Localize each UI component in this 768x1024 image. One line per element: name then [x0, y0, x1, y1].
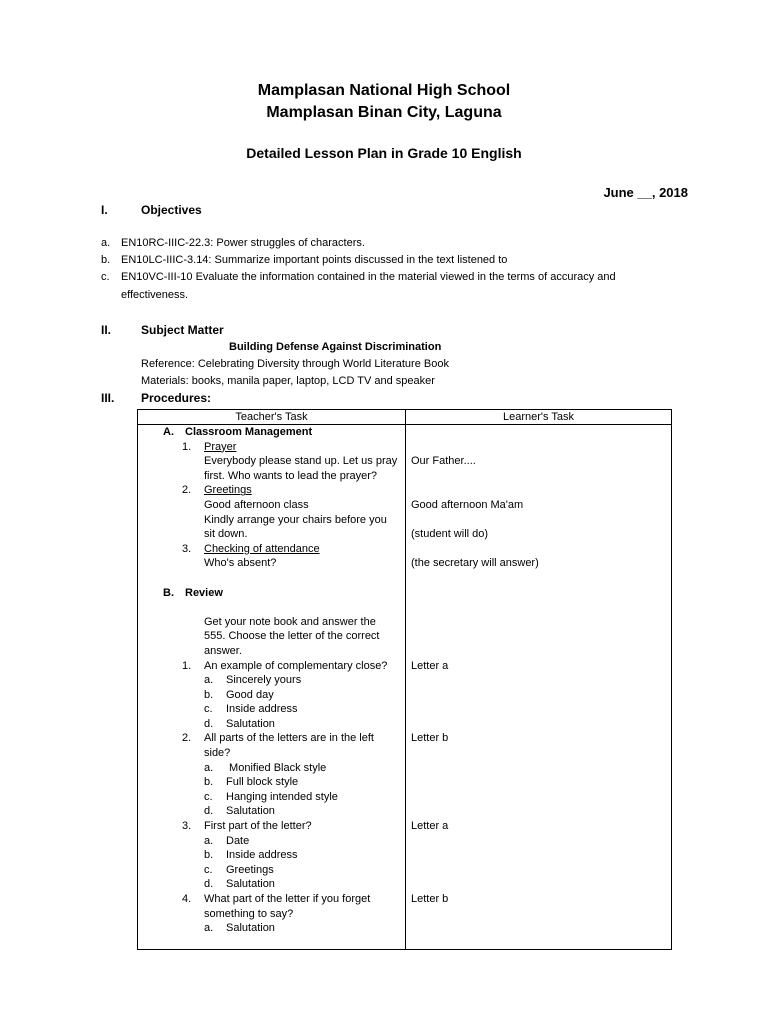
subject-matter-numeral: II. [101, 323, 112, 337]
learner-task-text [406, 907, 671, 922]
teacher-task-line [138, 498, 405, 513]
teacher-task-line [138, 717, 405, 732]
teacher-task-line [138, 644, 405, 659]
teacher-task-line [138, 834, 405, 849]
teacher-task-text: Good afternoon class [204, 498, 309, 511]
teacher-task-text: Hanging intended style [226, 790, 338, 803]
subject-materials: Materials: books, manila paper, laptop, LCD TV and speaker [141, 375, 435, 387]
teacher-task-line [138, 892, 405, 907]
learner-task-text [406, 425, 671, 440]
learner-task-text [406, 586, 671, 601]
learner-task-text: Letter a [411, 659, 449, 672]
item-marker: 4. [182, 893, 192, 905]
objective-text-continued: effectiveness. [121, 289, 189, 301]
teacher-task-line [138, 483, 405, 498]
learner-task-text [406, 761, 671, 776]
learner-task-text [406, 877, 671, 892]
teacher-task-text: Kindly arrange your chairs before you [204, 513, 387, 526]
item-marker: A. [163, 426, 174, 438]
teacher-task-text: Prayer [204, 440, 237, 453]
learner-task-text [406, 483, 671, 498]
teacher-task-line [138, 469, 405, 484]
teacher-task-line [138, 790, 405, 805]
school-address: Mamplasan Binan City, Laguna [266, 104, 502, 121]
teacher-task-line [138, 688, 405, 703]
teacher-task-line [138, 629, 405, 644]
learner-task-text: Our Father.... [411, 455, 476, 468]
teacher-task-text: Inside address [226, 703, 298, 716]
learner-task-column [406, 425, 672, 950]
teacher-task-text: Salutation [226, 717, 275, 730]
teacher-task-text: Who's absent? [204, 557, 277, 570]
item-marker: 2. [182, 732, 192, 745]
item-marker: 3. [182, 820, 192, 833]
teacher-task-line [138, 863, 405, 878]
teacher-task-text: Everybody please stand up. Let us pray [204, 455, 398, 468]
teacher-task-line [138, 746, 405, 761]
learner-task-text: Good afternoon Ma'am [411, 498, 524, 511]
item-marker: a. [204, 834, 214, 847]
objectives-heading: Objectives [141, 203, 202, 217]
objective-text: EN10RC-IIIC-22.3: Power struggles of characters. [121, 237, 365, 249]
learner-task-text [406, 469, 671, 484]
item-marker: d. [204, 717, 214, 730]
learner-task-text [406, 921, 671, 936]
teacher-task-line [138, 615, 405, 630]
learner-task-text [406, 542, 671, 557]
teacher-task-line [138, 542, 405, 557]
learner-task-text [406, 702, 671, 717]
teacher-task-line [138, 571, 405, 586]
objective-text: EN10LC-IIIC-3.14: Summarize important points discussed in the text listened to [121, 254, 508, 266]
teacher-task-line [138, 454, 405, 469]
learner-task-text [406, 440, 671, 455]
learner-task-text: Letter b [411, 732, 449, 745]
teacher-task-text: All parts of the letters are in the left [204, 732, 374, 745]
learner-task-text [406, 629, 671, 644]
item-marker: c. [204, 790, 213, 803]
learner-task-text [406, 775, 671, 790]
school-name: Mamplasan National High School [257, 82, 511, 99]
teacher-task-text: Review [185, 586, 223, 599]
teacher-task-line [138, 659, 405, 674]
procedures-table [137, 409, 672, 950]
learner-task-text [406, 571, 671, 586]
teacher-task-column [138, 425, 406, 950]
learner-task-text [406, 863, 671, 878]
teacher-task-line [138, 556, 405, 571]
item-marker: c. [204, 863, 213, 876]
teacher-task-text: An example of complementary close? [204, 659, 388, 672]
item-marker: 1. [182, 659, 192, 672]
objective-text: EN10VC-III-10 Evaluate the information contained in the material viewed in the terms of accuracy and [121, 271, 616, 283]
learner-task-text [406, 688, 671, 703]
teacher-task-text: Full block style [226, 776, 299, 789]
teacher-task-text: Salutation [226, 922, 275, 935]
teacher-task-line [138, 877, 405, 892]
teacher-task-text: side? [204, 747, 231, 760]
learner-task-header: Learner's Task [406, 410, 672, 425]
teacher-task-text: What part of the letter if you forget [204, 893, 371, 905]
teacher-task-line [138, 702, 405, 717]
item-marker: b. [204, 849, 214, 862]
item-marker: 3. [182, 542, 192, 555]
learner-task-text [406, 615, 671, 630]
learner-task-text [406, 644, 671, 659]
teacher-task-line [138, 761, 405, 776]
learner-task-text: Letter b [411, 893, 449, 905]
teacher-task-text: Greetings [226, 863, 274, 876]
item-marker: d. [204, 878, 214, 891]
plan-title: Detailed Lesson Plan in Grade 10 English [246, 145, 522, 161]
teacher-task-line [138, 425, 405, 440]
teacher-task-text: Inside address [226, 849, 298, 862]
subject-matter-heading: Subject Matter [141, 323, 224, 337]
learner-task-text: (student will do) [411, 528, 489, 541]
item-marker: a. [204, 922, 214, 935]
item-marker: a. [204, 674, 214, 687]
teacher-task-line [138, 440, 405, 455]
learner-task-text: Letter a [411, 820, 449, 833]
objective-letter: a. [101, 237, 111, 249]
learner-task-text [406, 848, 671, 863]
teacher-task-line [138, 819, 405, 834]
teacher-task-line [138, 673, 405, 688]
teacher-task-text: Classroom Management [185, 426, 313, 438]
teacher-task-text: Salutation [226, 878, 275, 891]
objective-letter: c. [101, 271, 110, 283]
item-marker: b. [204, 688, 214, 701]
teacher-task-line [138, 600, 405, 615]
learner-task-text [406, 513, 671, 528]
lesson-date: June __, 2018 [603, 185, 688, 200]
teacher-task-text: answer. [204, 644, 242, 657]
objective-letter: b. [101, 254, 111, 266]
item-marker: a. [204, 761, 214, 774]
teacher-task-text: Sincerely yours [226, 674, 302, 687]
teacher-task-line [138, 848, 405, 863]
teacher-task-text: Checking of attendance [204, 542, 320, 555]
learner-task-text [406, 717, 671, 732]
objectives-numeral: I. [101, 203, 108, 217]
teacher-task-line [138, 513, 405, 528]
subject-reference: Reference: Celebrating Diversity through World Literature Book [141, 358, 449, 370]
teacher-task-text: Salutation [226, 805, 275, 818]
item-marker: B. [163, 586, 174, 599]
teacher-task-text: First part of the letter? [204, 820, 312, 833]
item-marker: d. [204, 805, 214, 818]
teacher-task-text: something to say? [204, 907, 294, 920]
learner-task-text [406, 673, 671, 688]
learner-task-text [406, 746, 671, 761]
teacher-task-line [138, 731, 405, 746]
learner-task-text: (the secretary will answer) [411, 557, 539, 570]
teacher-task-text: 555. Choose the letter of the correct [204, 630, 380, 643]
teacher-task-header: Teacher's Task [138, 410, 406, 425]
item-marker: c. [204, 703, 213, 716]
teacher-task-text: Get your note book and answer the [204, 615, 376, 628]
item-marker: 2. [182, 484, 192, 497]
learner-task-text [406, 834, 671, 849]
learner-task-text [406, 600, 671, 615]
teacher-task-text: Good day [226, 688, 274, 701]
teacher-task-line [138, 921, 405, 936]
teacher-task-line [138, 586, 405, 601]
teacher-task-text: Date [226, 834, 250, 847]
teacher-task-line [138, 775, 405, 790]
item-marker: b. [204, 776, 214, 789]
item-marker: 1. [182, 440, 192, 453]
procedures-heading: Procedures: [141, 391, 212, 405]
teacher-task-text: Greetings [204, 484, 252, 497]
teacher-task-line [138, 907, 405, 922]
teacher-task-text: sit down. [204, 528, 248, 541]
teacher-task-text: first. Who wants to lead the prayer? [204, 469, 378, 482]
procedures-numeral: III. [101, 391, 115, 405]
teacher-task-line [138, 527, 405, 542]
subject-topic: Building Defense Against Discrimination [229, 341, 442, 353]
teacher-task-line [138, 804, 405, 819]
learner-task-text [406, 790, 671, 805]
teacher-task-text: Monified Black style [226, 761, 327, 774]
learner-task-text [406, 804, 671, 819]
